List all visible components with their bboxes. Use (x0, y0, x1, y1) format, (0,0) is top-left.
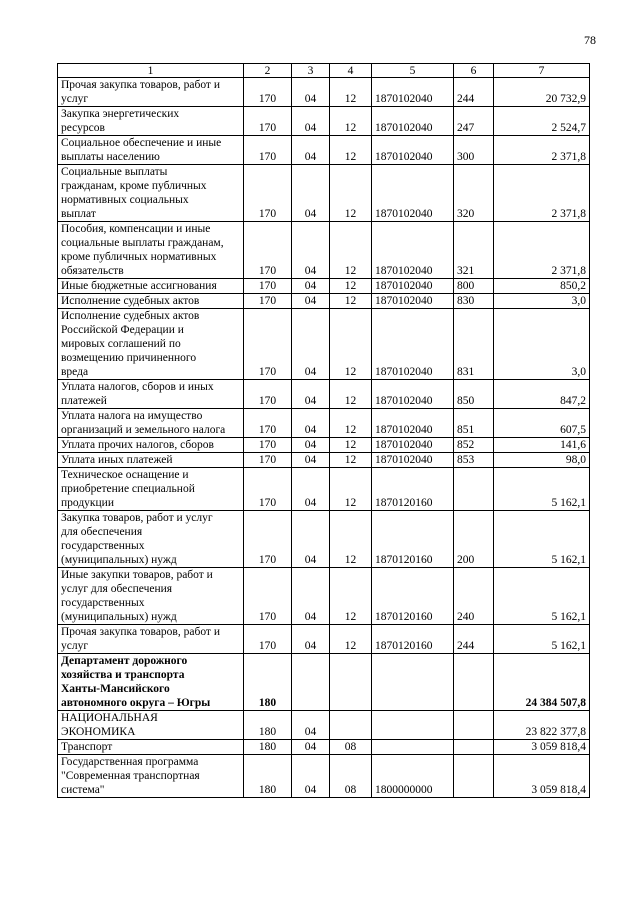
table-row (58, 294, 590, 309)
row-name-cell: Социальное обеспечение и иные выплаты населению (58, 136, 244, 165)
row-expense-type-cell: 247 (454, 107, 494, 136)
row-amount-cell: 5 162,1 (494, 468, 590, 511)
table-row (58, 468, 590, 511)
row-target-article-cell: 1870102040 (372, 107, 454, 136)
row-subsection-cell: 12 (330, 78, 372, 107)
row-subsection-cell: 12 (330, 222, 372, 279)
row-expense-type-cell (454, 740, 494, 755)
row-subsection-cell: 12 (330, 438, 372, 453)
header-cell: 6 (454, 64, 494, 78)
row-expense-type-cell: 800 (454, 279, 494, 294)
row-expense-type-cell: 200 (454, 511, 494, 568)
row-amount-cell: 850,2 (494, 279, 590, 294)
row-section-cell: 04 (292, 625, 330, 654)
table-row (58, 380, 590, 409)
row-subsection-cell: 12 (330, 309, 372, 380)
row-name-cell: Закупка энергетических ресурсов (58, 107, 244, 136)
row-grbs-cell: 180 (244, 740, 292, 755)
row-amount-cell: 2 371,8 (494, 136, 590, 165)
row-amount-cell: 5 162,1 (494, 511, 590, 568)
row-name-cell: Исполнение судебных актов Российской Федерации и мировых соглашений по возмещению причиненного вреда (58, 309, 244, 380)
row-section-cell: 04 (292, 279, 330, 294)
row-grbs-cell: 170 (244, 279, 292, 294)
row-name-cell: Техническое оснащение и приобретение специальной продукции (58, 468, 244, 511)
header-cell: 3 (292, 64, 330, 78)
row-grbs-cell: 170 (244, 380, 292, 409)
row-grbs-cell: 170 (244, 309, 292, 380)
row-grbs-cell: 170 (244, 438, 292, 453)
row-subsection-cell: 12 (330, 511, 372, 568)
table-row (58, 165, 590, 222)
row-name-cell: Закупка товаров, работ и услуг для обеспечения государственных (муниципальных) нужд (58, 511, 244, 568)
row-target-article-cell: 1870102040 (372, 409, 454, 438)
row-section-cell: 04 (292, 755, 330, 798)
row-expense-type-cell (454, 654, 494, 711)
row-amount-cell: 98,0 (494, 453, 590, 468)
table-row (58, 409, 590, 438)
row-name-cell: Уплата налогов, сборов и иных платежей (58, 380, 244, 409)
row-subsection-cell: 12 (330, 453, 372, 468)
row-amount-cell: 23 822 377,8 (494, 711, 590, 740)
row-target-article-cell: 1870102040 (372, 453, 454, 468)
row-grbs-cell: 170 (244, 294, 292, 309)
row-target-article-cell (372, 711, 454, 740)
row-target-article-cell: 1800000000 (372, 755, 454, 798)
row-name-cell: Транспорт (58, 740, 244, 755)
table-row (58, 625, 590, 654)
row-grbs-cell: 180 (244, 755, 292, 798)
table-header-row (58, 64, 590, 78)
table-row (58, 511, 590, 568)
row-subsection-cell: 12 (330, 165, 372, 222)
row-target-article-cell (372, 654, 454, 711)
row-grbs-cell: 170 (244, 409, 292, 438)
row-target-article-cell (372, 740, 454, 755)
page-number: 78 (584, 33, 596, 47)
row-section-cell: 04 (292, 136, 330, 165)
row-section-cell: 04 (292, 107, 330, 136)
row-name-cell: Исполнение судебных актов (58, 294, 244, 309)
header-cell: 7 (494, 64, 590, 78)
row-expense-type-cell: 850 (454, 380, 494, 409)
row-target-article-cell: 1870102040 (372, 294, 454, 309)
row-section-cell: 04 (292, 711, 330, 740)
table-row (58, 654, 590, 711)
row-section-cell: 04 (292, 222, 330, 279)
row-expense-type-cell: 240 (454, 568, 494, 625)
row-subsection-cell: 12 (330, 136, 372, 165)
table-row (58, 438, 590, 453)
row-target-article-cell: 1870120160 (372, 511, 454, 568)
row-target-article-cell: 1870102040 (372, 309, 454, 380)
row-name-cell: Уплата прочих налогов, сборов (58, 438, 244, 453)
row-name-cell: Департамент дорожного хозяйства и транспорта Ханты-Мансийского автономного округа – Югры (58, 654, 244, 711)
row-name-cell: Прочая закупка товаров, работ и услуг (58, 78, 244, 107)
row-section-cell: 04 (292, 511, 330, 568)
row-target-article-cell: 1870102040 (372, 165, 454, 222)
row-subsection-cell: 12 (330, 380, 372, 409)
row-target-article-cell: 1870102040 (372, 222, 454, 279)
row-expense-type-cell (454, 755, 494, 798)
row-grbs-cell: 180 (244, 711, 292, 740)
row-amount-cell: 3,0 (494, 294, 590, 309)
row-expense-type-cell: 244 (454, 625, 494, 654)
row-amount-cell: 24 384 507,8 (494, 654, 590, 711)
row-target-article-cell: 1870120160 (372, 468, 454, 511)
budget-table (57, 63, 590, 798)
header-cell: 5 (372, 64, 454, 78)
row-amount-cell: 2 371,8 (494, 222, 590, 279)
row-grbs-cell: 170 (244, 468, 292, 511)
row-grbs-cell: 170 (244, 165, 292, 222)
row-section-cell: 04 (292, 165, 330, 222)
row-grbs-cell: 170 (244, 568, 292, 625)
row-name-cell: Социальные выплаты гражданам, кроме публичных нормативных социальных выплат (58, 165, 244, 222)
row-grbs-cell: 170 (244, 136, 292, 165)
row-section-cell: 04 (292, 409, 330, 438)
row-grbs-cell: 180 (244, 654, 292, 711)
row-amount-cell: 3,0 (494, 309, 590, 380)
row-expense-type-cell: 831 (454, 309, 494, 380)
row-target-article-cell: 1870102040 (372, 438, 454, 453)
header-cell: 4 (330, 64, 372, 78)
row-name-cell: Государственная программа "Современная транспортная система" (58, 755, 244, 798)
row-section-cell: 04 (292, 740, 330, 755)
row-target-article-cell: 1870102040 (372, 78, 454, 107)
row-expense-type-cell: 244 (454, 78, 494, 107)
table-row (58, 711, 590, 740)
row-section-cell: 04 (292, 78, 330, 107)
row-grbs-cell: 170 (244, 511, 292, 568)
row-section-cell (292, 654, 330, 711)
row-expense-type-cell (454, 468, 494, 511)
row-target-article-cell: 1870102040 (372, 279, 454, 294)
table-row (58, 78, 590, 107)
row-name-cell: Уплата налога на имущество организаций и земельного налога (58, 409, 244, 438)
table-row (58, 136, 590, 165)
row-subsection-cell: 12 (330, 468, 372, 511)
row-expense-type-cell: 320 (454, 165, 494, 222)
row-subsection-cell: 12 (330, 409, 372, 438)
row-section-cell: 04 (292, 453, 330, 468)
row-amount-cell: 5 162,1 (494, 625, 590, 654)
row-grbs-cell: 170 (244, 222, 292, 279)
row-target-article-cell: 1870120160 (372, 625, 454, 654)
row-amount-cell: 607,5 (494, 409, 590, 438)
table-row (58, 309, 590, 380)
row-section-cell: 04 (292, 380, 330, 409)
row-expense-type-cell: 321 (454, 222, 494, 279)
row-subsection-cell: 08 (330, 740, 372, 755)
row-amount-cell: 2 371,8 (494, 165, 590, 222)
table-body (58, 64, 590, 798)
row-subsection-cell (330, 654, 372, 711)
row-grbs-cell: 170 (244, 453, 292, 468)
row-grbs-cell: 170 (244, 625, 292, 654)
row-amount-cell: 20 732,9 (494, 78, 590, 107)
row-expense-type-cell (454, 711, 494, 740)
row-section-cell: 04 (292, 468, 330, 511)
table-row (58, 453, 590, 468)
row-name-cell: Иные бюджетные ассигнования (58, 279, 244, 294)
row-section-cell: 04 (292, 309, 330, 380)
row-subsection-cell: 12 (330, 294, 372, 309)
row-expense-type-cell: 851 (454, 409, 494, 438)
row-grbs-cell: 170 (244, 107, 292, 136)
row-name-cell: Прочая закупка товаров, работ и услуг (58, 625, 244, 654)
row-expense-type-cell: 300 (454, 136, 494, 165)
row-target-article-cell: 1870120160 (372, 568, 454, 625)
table-row (58, 107, 590, 136)
header-cell: 2 (244, 64, 292, 78)
row-amount-cell: 3 059 818,4 (494, 740, 590, 755)
row-target-article-cell: 1870102040 (372, 136, 454, 165)
row-name-cell: Пособия, компенсации и иные социальные выплаты гражданам, кроме публичных нормативных обязательств (58, 222, 244, 279)
row-name-cell: НАЦИОНАЛЬНАЯ ЭКОНОМИКА (58, 711, 244, 740)
row-expense-type-cell: 830 (454, 294, 494, 309)
row-subsection-cell (330, 711, 372, 740)
row-section-cell: 04 (292, 568, 330, 625)
row-amount-cell: 847,2 (494, 380, 590, 409)
row-grbs-cell: 170 (244, 78, 292, 107)
table-row (58, 755, 590, 798)
table-row (58, 279, 590, 294)
row-amount-cell: 2 524,7 (494, 107, 590, 136)
row-subsection-cell: 12 (330, 625, 372, 654)
row-amount-cell: 141,6 (494, 438, 590, 453)
row-subsection-cell: 08 (330, 755, 372, 798)
table-row (58, 740, 590, 755)
row-section-cell: 04 (292, 438, 330, 453)
table-row (58, 222, 590, 279)
row-expense-type-cell: 852 (454, 438, 494, 453)
row-amount-cell: 5 162,1 (494, 568, 590, 625)
table-row (58, 568, 590, 625)
header-cell: 1 (58, 64, 244, 78)
row-target-article-cell: 1870102040 (372, 380, 454, 409)
row-subsection-cell: 12 (330, 568, 372, 625)
row-amount-cell: 3 059 818,4 (494, 755, 590, 798)
row-name-cell: Уплата иных платежей (58, 453, 244, 468)
row-expense-type-cell: 853 (454, 453, 494, 468)
row-subsection-cell: 12 (330, 107, 372, 136)
row-section-cell: 04 (292, 294, 330, 309)
row-subsection-cell: 12 (330, 279, 372, 294)
row-name-cell: Иные закупки товаров, работ и услуг для обеспечения государственных (муниципальных) нужд (58, 568, 244, 625)
